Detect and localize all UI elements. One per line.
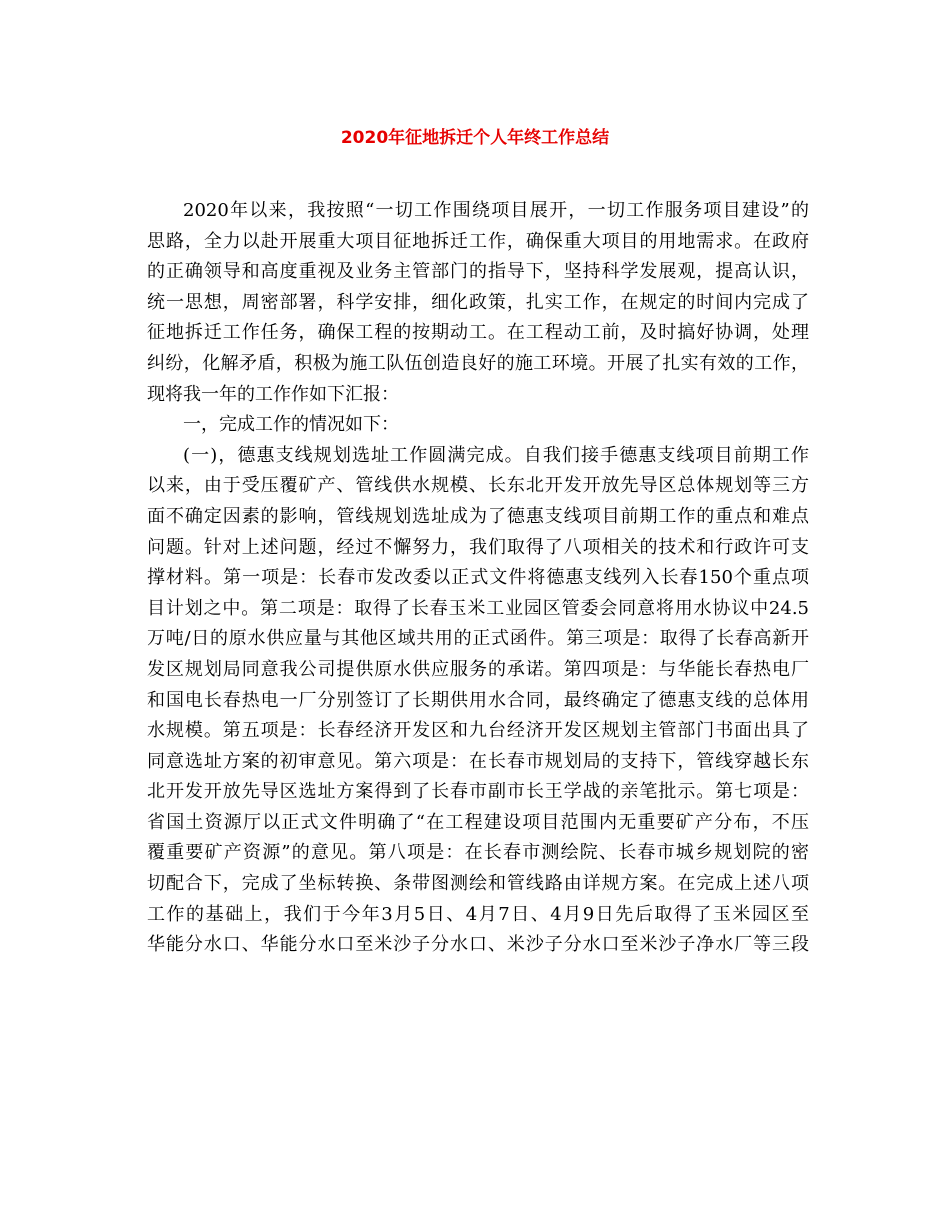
paragraph-line: 北开发开放先导区选址方案得到了长春市副市长王学战的亲笔批示。第七项是：	[147, 781, 809, 803]
paragraph-line: 水规模。第五项是：长春经济开发区和九台经济开发区规划主管部门书面出具了	[147, 720, 809, 742]
paragraph-line: 纠纷，化解矛盾，积极为施工队伍创造良好的施工环境。开展了扎实有效的工作，	[147, 352, 809, 374]
paragraph-line: 2020年以来，我按照“一切工作围绕项目展开，一切工作服务项目建设”的	[183, 200, 809, 221]
paragraph-line: 发区规划局同意我公司提供原水供应服务的承诺。第四项是：与华能长春热电厂	[147, 658, 809, 680]
paragraph-line: 现将我一年的工作作如下汇报：	[147, 383, 399, 405]
paragraph-line: (一)，德惠支线规划选址工作圆满完成。自我们接手德惠支线项目前期工作	[183, 444, 809, 466]
paragraph-line: 覆重要矿产资源”的意见。第八项是：在长春市测绘院、长春市城乡规划院的密	[147, 842, 809, 864]
paragraph-line: 万吨/日的原水供应量与其他区域共用的正式函件。第三项是：取得了长春高新开	[147, 628, 809, 650]
paragraph-line: 切配合下，完成了坐标转换、条带图测绘和管线路由详规方案。在完成上述八项	[147, 873, 809, 895]
paragraph-line: 省国土资源厅以正式文件明确了“在工程建设项目范围内无重要矿产分布，不压	[147, 811, 809, 833]
paragraph-line: 华能分水口、华能分水口至米沙子分水口、米沙子分水口至米沙子净水厂等三段	[147, 934, 809, 956]
paragraph-line: 面不确定因素的影响，管线规划选址成为了德惠支线项目前期工作的重点和难点	[147, 505, 809, 527]
paragraph-line: 统一思想，周密部署，科学安排，细化政策，扎实工作，在规定的时间内完成了	[147, 291, 809, 313]
document-body	[147, 196, 809, 961]
paragraph-line: 同意选址方案的初审意见。第六项是：在长春市规划局的支持下，管线穿越长东	[147, 750, 809, 772]
paragraph-line: 的正确领导和高度重视及业务主管部门的指导下，坚持科学发展观，提高认识，	[147, 261, 809, 283]
paragraph-line: 一，完成工作的情况如下：	[183, 414, 399, 436]
paragraph-line: 问题。针对上述问题，经过不懈努力，我们取得了八项相关的技术和行政许可支	[147, 536, 809, 558]
paragraph-line: 撑材料。第一项是：长春市发改委以正式文件将德惠支线列入长春150个重点项	[147, 567, 809, 589]
paragraph-line: 工作的基础上，我们于今年3月5日、4月7日、4月9日先后取得了玉米园区至	[147, 903, 809, 925]
paragraph-line: 思路，全力以赴开展重大项目征地拆迁工作，确保重大项目的用地需求。在政府	[147, 230, 809, 252]
paragraph-line: 以来，由于受压覆矿产、管线供水规模、长东北开发开放先导区总体规划等三方	[147, 475, 809, 497]
document-title: 2020年征地拆迁个人年终工作总结	[340, 128, 610, 148]
paragraph-line: 和国电长春热电一厂分别签订了长期供用水合同，最终确定了德惠支线的总体用	[147, 689, 809, 711]
paragraph-line: 征地拆迁工作任务，确保工程的按期动工。在工程动工前，及时搞好协调，处理	[147, 322, 809, 344]
paragraph-line: 目计划之中。第二项是：取得了长春玉米工业园区管委会同意将用水协议中24.5	[147, 597, 809, 619]
